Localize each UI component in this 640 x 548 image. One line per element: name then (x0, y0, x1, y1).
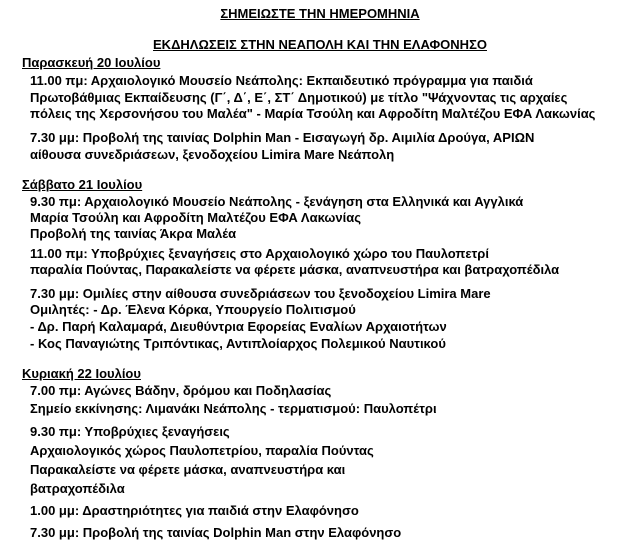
saturday-event-1-line-1: 9.30 πμ: Αρχαιολογικό Μουσείο Νεάπολης - ξενάγηση στα Ελληνικά και Αγγλικά (30, 194, 524, 209)
friday-heading: Παρασκευή 20 Ιουλίου (22, 55, 161, 70)
sunday-event-2-line-2: Αρχαιολογικός χώρος Παυλοπετρίου, παραλία Πούντας (30, 443, 374, 458)
page-subtitle: ΕΚΔΗΛΩΣΕΙΣ ΣΤΗΝ ΝΕΑΠΟΛΗ ΚΑΙ ΤΗΝ ΕΛΑΦΟΝΗΣΟ (153, 37, 487, 52)
sunday-event-2-line-1: 9.30 πμ: Υποβρύχιες ξεναγήσεις (30, 424, 230, 439)
saturday-event-2-line-1: 11.00 πμ: Υποβρύχιες ξεναγήσεις στο Αρχαιολογικό χώρο του Παυλοπετρί (30, 246, 489, 261)
saturday-event-1-line-2: Μαρία Τσούλη και Αφροδίτη Μαλτέζου ΕΦΑ Λακωνίας (30, 210, 361, 225)
sunday-event-4-line-1: 7.30 μμ: Προβολή της ταινίας Dolphin Man στην Ελαφόνησο (30, 525, 402, 540)
page-title: ΣΗΜΕΙΩΣΤΕ ΤΗΝ ΗΜΕΡΟΜΗΝΙΑ (220, 6, 420, 21)
friday-event-1-line-2: Πρωτοβάθμιας Εκπαίδευσης (Γ΄, Δ΄, Ε΄, ΣΤ΄ Δημοτικού) με τίτλο "Ψάχνοντας τις αρχαίες (30, 90, 568, 105)
sunday-event-1-line-1: 7.00 πμ: Αγώνες Βάδην, δρόμου και Ποδηλασίας (30, 383, 332, 398)
sunday-heading: Κυριακή 22 Ιουλίου (22, 366, 141, 381)
saturday-event-3-line-3: - Δρ. Παρή Καλαμαρά, Διευθύντρια Εφορείας Εναλίων Αρχαιοτήτων (30, 319, 447, 334)
saturday-heading: Σάββατο 21 Ιουλίου (22, 177, 143, 192)
saturday-event-1-line-3: Προβολή της ταινίας Άκρα Μαλέα (30, 226, 237, 241)
saturday-event-2-line-2: παραλία Πούντας, Παρακαλείστε να φέρετε μάσκα, αναπνευστήρα και βατραχοπέδιλα (30, 262, 560, 277)
friday-event-1-line-1: 11.00 πμ: Αρχαιολογικό Μουσείο Νεάπολης: Εκπαιδευτικό πρόγραμμα για παιδιά (30, 73, 533, 88)
friday-event-2-line-2: αίθουσα συνεδριάσεων, ξενοδοχείου Limira Mare Νεάπολη (30, 147, 395, 162)
saturday-event-3-line-4: - Κος Παναγιώτης Τριπόντικας, Αντιπλοίαρχος Πολεμικού Ναυτικού (30, 336, 446, 351)
saturday-event-3-line-2: Ομιλητές: - Δρ. Έλενα Κόρκα, Υπουργείο Πολιτισμού (30, 302, 356, 317)
sunday-event-2-line-3: Παρακαλείστε να φέρετε μάσκα, αναπνευστήρα και (30, 462, 346, 477)
sunday-event-2-line-4: βατραχοπέδιλα (30, 481, 125, 496)
sunday-event-1-line-2: Σημείο εκκίνησης: Λιμανάκι Νεάπολης - τερματισμού: Παυλοπέτρι (30, 401, 437, 416)
saturday-event-3-line-1: 7.30 μμ: Ομιλίες στην αίθουσα συνεδριάσεων του ξενοδοχείου Limira Mare (30, 286, 491, 301)
friday-event-2-line-1: 7.30 μμ: Προβολή της ταινίας Dolphin Man - Εισαγωγή δρ. Αιμιλία Δρούγα, ΑΡΙΩΝ (30, 130, 535, 145)
friday-event-1-line-3: πόλεις της Χερσονήσου του Μαλέα" - Μαρία Τσούλη και Αφροδίτη Μαλτέζου ΕΦΑ Λακωνίας (30, 106, 596, 121)
sunday-event-3-line-1: 1.00 μμ: Δραστηριότητες για παιδιά στην Ελαφόνησο (30, 503, 359, 518)
